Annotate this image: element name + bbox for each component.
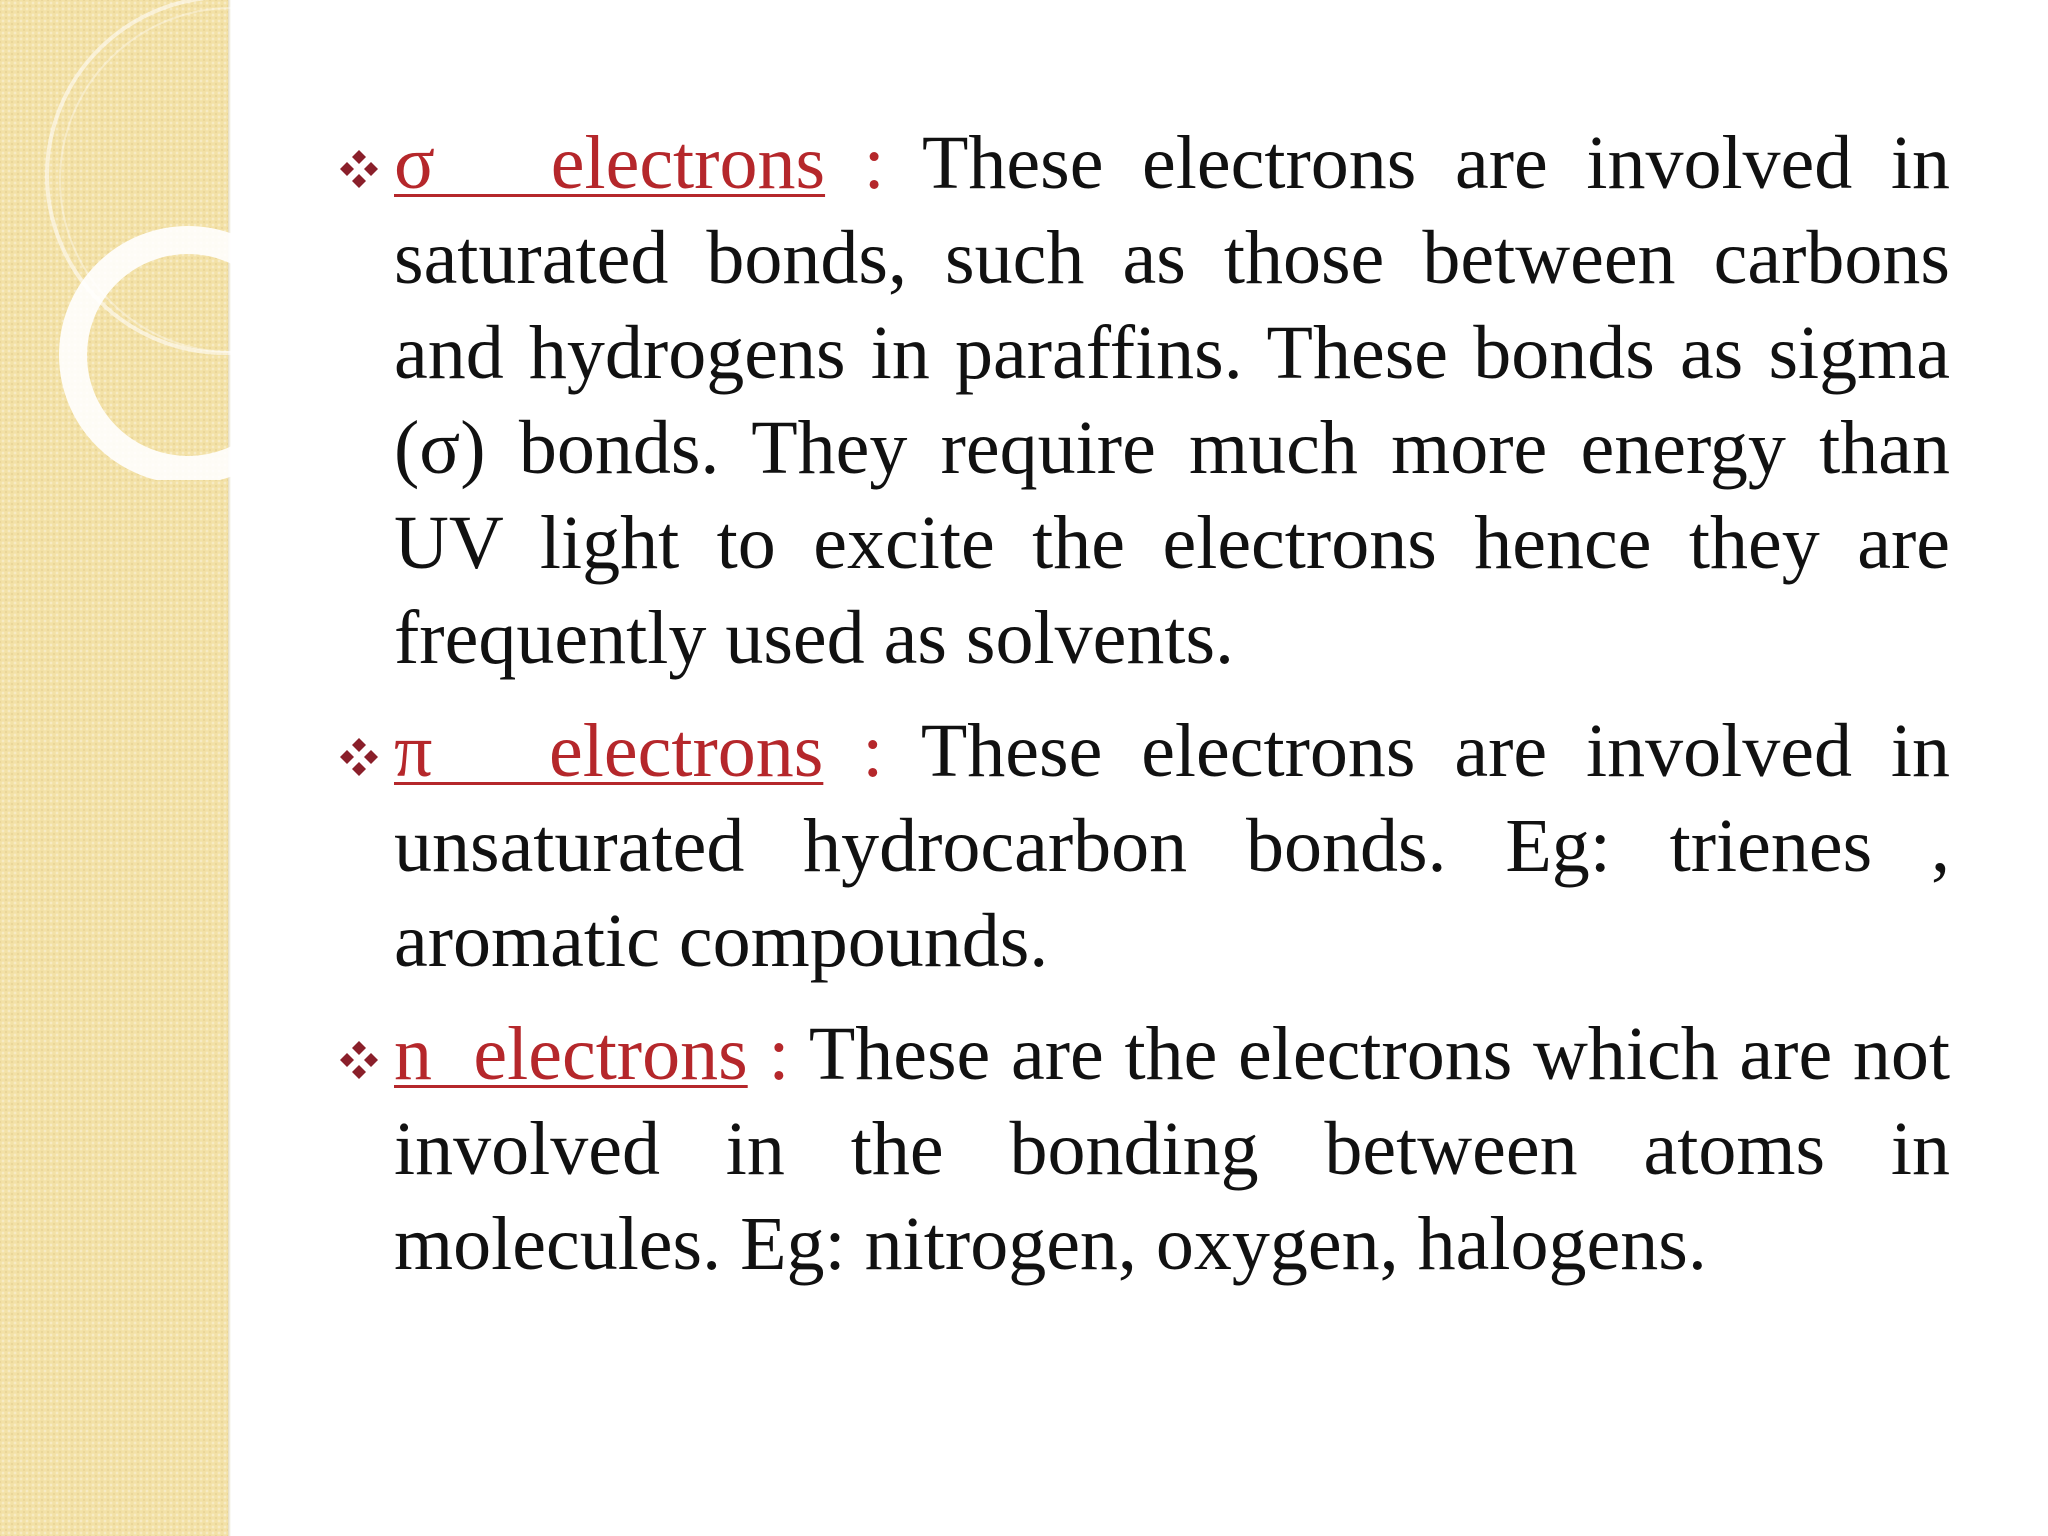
decorative-rings [0, 0, 232, 480]
item-description: These electrons are involved in unsaturated hydrocarbon bonds. Eg: trienes , aromatic compounds. [394, 709, 1950, 983]
diamond-bullet-icon [330, 116, 388, 211]
list-item [330, 116, 1950, 686]
item-description: These are the electrons which are not involved in the bonding between atoms in molecules. Eg: nitrogen, oxygen, halogens. [394, 1012, 1950, 1286]
term-sigma-electrons: σ electrons [394, 121, 826, 205]
term-colon: : [823, 709, 921, 793]
term-pi-electrons: π electrons [394, 709, 824, 793]
diamond-bullet-icon [330, 1007, 388, 1102]
list-item [330, 704, 1950, 989]
list-item [330, 1007, 1950, 1292]
item-description: These electrons are involved in saturated bonds, such as those between carbons and hydrogens in paraffins. These bonds as sigma (σ) bonds. They require much more energy than UV light to excite the electrons hence they are frequently used as solvents. [394, 121, 1950, 680]
diamond-bullet-icon [330, 704, 388, 799]
bullet-list [330, 116, 1950, 1292]
term-n-electrons: n electrons [394, 1012, 748, 1096]
term-colon: : [747, 1012, 809, 1096]
term-colon: : [825, 121, 922, 205]
